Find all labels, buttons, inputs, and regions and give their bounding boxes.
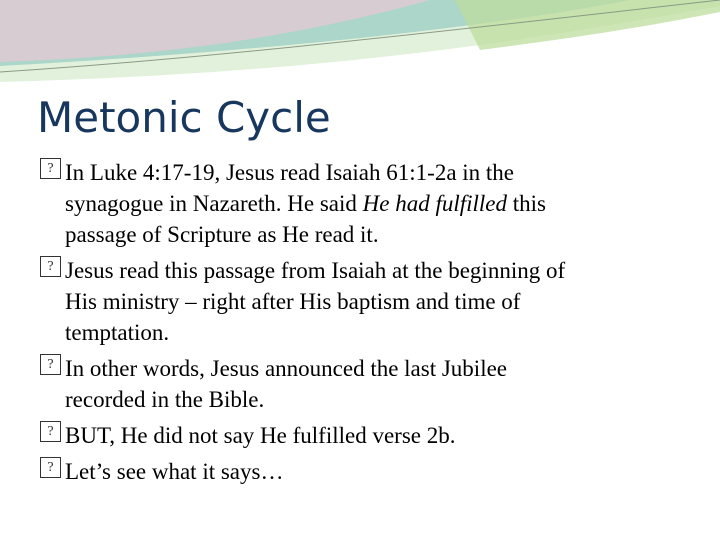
header-decoration (0, 0, 720, 82)
bullet-line-with-italic: synagogue in Nazareth. He said He had fulfilled this (65, 191, 546, 216)
bullet-item (40, 157, 690, 250)
bullet-line: In Luke 4:17-19, Jesus read Isaiah 61:1-2a in the (65, 160, 515, 185)
bullet-line: recorded in the Bible. (65, 387, 265, 412)
bullet-line: Jesus read this passage from Isaiah at the beginning of (65, 258, 566, 283)
bullet-glyph-icon: ? (40, 256, 61, 277)
bullet-line: temptation. (65, 320, 170, 345)
emphasized-phrase: He had fulfilled (362, 191, 507, 216)
bullet-item (40, 255, 690, 348)
bullet-line: BUT, He did not say He fulfilled verse 2b. (65, 423, 456, 448)
bullet-line: His ministry – right after His baptism and time of (65, 289, 521, 314)
bullet-glyph-icon: ? (40, 354, 61, 375)
bullet-line: passage of Scripture as He read it. (65, 222, 379, 247)
bullet-line: In other words, Jesus announced the last Jubilee (65, 356, 508, 381)
bullet-glyph-icon: ? (40, 457, 61, 478)
bullet-list (40, 157, 690, 492)
bullet-glyph-icon: ? (40, 158, 61, 179)
bullet-item (40, 353, 690, 415)
slide-title: Metonic Cycle (37, 93, 331, 142)
bullet-line: Let’s see what it says… (65, 459, 284, 484)
bullet-item (40, 420, 690, 451)
bullet-item (40, 456, 690, 487)
bullet-glyph-icon: ? (40, 421, 61, 442)
